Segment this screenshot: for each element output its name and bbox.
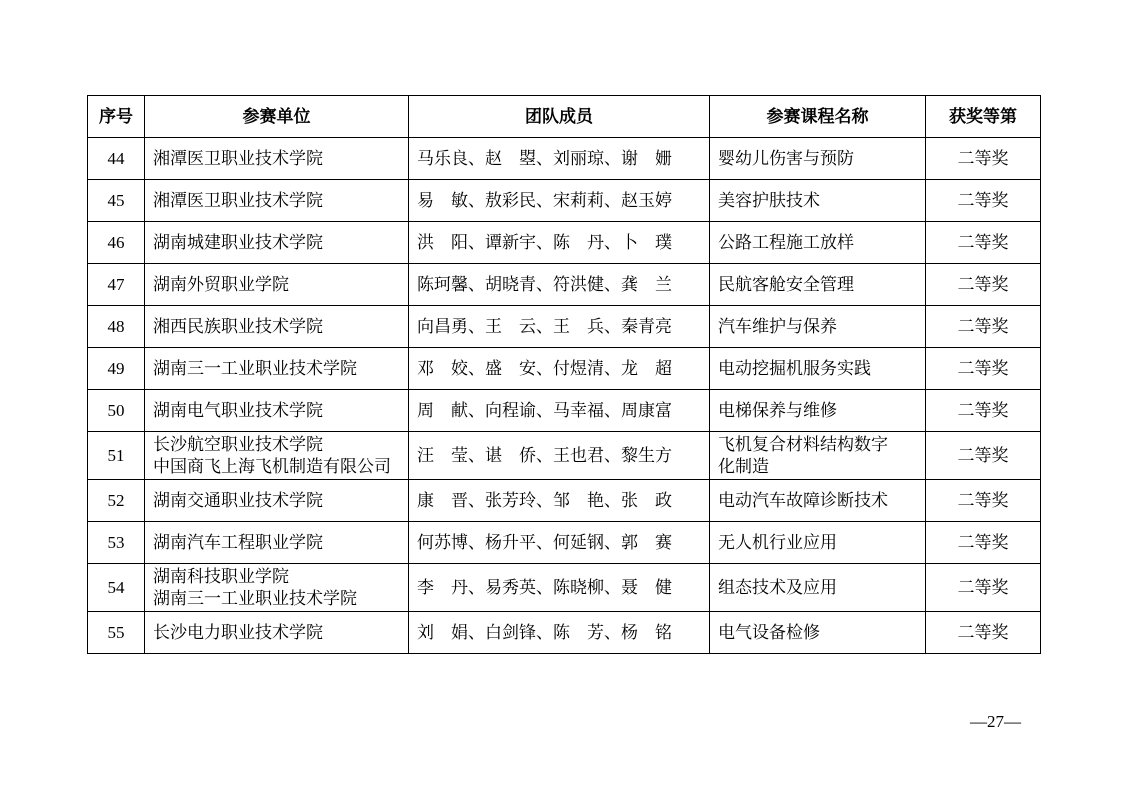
cell-team: 康 晋、张芳玲、邹 艳、张 政 [409, 480, 710, 522]
cell-unit [145, 564, 409, 612]
table-row [88, 348, 1041, 390]
cell-award: 二等奖 [926, 390, 1041, 432]
course-line: 电梯保养与维修 [718, 400, 837, 421]
cell-course [710, 348, 926, 390]
cell-course [710, 180, 926, 222]
cell-team: 刘 娟、白剑锋、陈 芳、杨 铭 [409, 612, 710, 654]
cell-course [710, 222, 926, 264]
table-row [88, 264, 1041, 306]
cell-award: 二等奖 [926, 138, 1041, 180]
table-row [88, 480, 1041, 522]
table-body [88, 138, 1041, 654]
cell-team: 马乐良、赵 曌、刘丽琼、谢 姗 [409, 138, 710, 180]
cell-serial: 45 [88, 180, 145, 222]
unit-line: 中国商飞上海飞机制造有限公司 [153, 456, 391, 477]
unit-line: 湘潭医卫职业技术学院 [153, 148, 323, 169]
cell-unit [145, 480, 409, 522]
unit-line: 湖南三一工业职业技术学院 [153, 588, 357, 609]
course-line: 电动挖掘机服务实践 [718, 358, 871, 379]
cell-team: 汪 莹、谌 侨、王也君、黎生方 [409, 432, 710, 480]
unit-line: 湖南科技职业学院 [153, 566, 289, 587]
cell-serial: 51 [88, 432, 145, 480]
cell-team: 邓 姣、盛 安、付煜清、龙 超 [409, 348, 710, 390]
unit-line: 湖南三一工业职业技术学院 [153, 358, 357, 379]
table-row [88, 432, 1041, 480]
course-line: 民航客舱安全管理 [718, 274, 854, 295]
table-row [88, 306, 1041, 348]
cell-course [710, 138, 926, 180]
table-row [88, 138, 1041, 180]
cell-course [710, 522, 926, 564]
table-row [88, 522, 1041, 564]
cell-serial: 46 [88, 222, 145, 264]
cell-course [710, 480, 926, 522]
course-line: 电动汽车故障诊断技术 [718, 490, 888, 511]
cell-unit [145, 390, 409, 432]
cell-serial: 54 [88, 564, 145, 612]
cell-team: 李 丹、易秀英、陈晓柳、聂 健 [409, 564, 710, 612]
table-row [88, 222, 1041, 264]
cell-award: 二等奖 [926, 264, 1041, 306]
cell-serial: 44 [88, 138, 145, 180]
cell-course [710, 564, 926, 612]
cell-team: 易 敏、敖彩民、宋莉莉、赵玉婷 [409, 180, 710, 222]
cell-serial: 48 [88, 306, 145, 348]
unit-line: 湖南电气职业技术学院 [153, 400, 323, 421]
cell-award: 二等奖 [926, 432, 1041, 480]
cell-award: 二等奖 [926, 564, 1041, 612]
awards-table [87, 95, 1041, 654]
cell-serial: 53 [88, 522, 145, 564]
cell-unit [145, 612, 409, 654]
header-team: 团队成员 [409, 96, 710, 138]
course-line: 组态技术及应用 [718, 577, 837, 598]
cell-award: 二等奖 [926, 348, 1041, 390]
table-row [88, 564, 1041, 612]
course-line: 飞机复合材料结构数字 [718, 434, 888, 455]
page-number: —27— [970, 712, 1021, 731]
cell-serial: 47 [88, 264, 145, 306]
cell-course [710, 264, 926, 306]
header-award: 获奖等第 [926, 96, 1041, 138]
cell-team: 周 献、向程谕、马幸福、周康富 [409, 390, 710, 432]
header-course: 参赛课程名称 [710, 96, 926, 138]
cell-award: 二等奖 [926, 222, 1041, 264]
unit-line: 湖南外贸职业学院 [153, 274, 289, 295]
unit-line: 湘西民族职业技术学院 [153, 316, 323, 337]
cell-unit [145, 222, 409, 264]
unit-line: 湖南汽车工程职业学院 [153, 532, 323, 553]
cell-serial: 49 [88, 348, 145, 390]
cell-course [710, 612, 926, 654]
unit-line: 湖南交通职业技术学院 [153, 490, 323, 511]
course-line: 婴幼儿伤害与预防 [718, 148, 854, 169]
cell-team: 陈珂馨、胡晓青、符洪健、龚 兰 [409, 264, 710, 306]
cell-unit [145, 432, 409, 480]
cell-course [710, 306, 926, 348]
header-row [88, 96, 1041, 138]
course-line: 美容护肤技术 [718, 190, 820, 211]
cell-unit [145, 180, 409, 222]
cell-award: 二等奖 [926, 306, 1041, 348]
unit-line: 长沙航空职业技术学院 [153, 434, 323, 455]
header-unit: 参赛单位 [145, 96, 409, 138]
course-line: 化制造 [718, 456, 769, 477]
cell-serial: 50 [88, 390, 145, 432]
header-serial: 序号 [88, 96, 145, 138]
cell-unit [145, 348, 409, 390]
cell-unit [145, 306, 409, 348]
table-row [88, 180, 1041, 222]
course-line: 公路工程施工放样 [718, 232, 854, 253]
unit-line: 湘潭医卫职业技术学院 [153, 190, 323, 211]
cell-unit [145, 264, 409, 306]
cell-team: 洪 阳、谭新宇、陈 丹、卜 璞 [409, 222, 710, 264]
cell-award: 二等奖 [926, 612, 1041, 654]
course-line: 电气设备检修 [718, 622, 820, 643]
cell-award: 二等奖 [926, 522, 1041, 564]
cell-team: 何苏博、杨升平、何延钢、郭 赛 [409, 522, 710, 564]
unit-line: 湖南城建职业技术学院 [153, 232, 323, 253]
cell-serial: 55 [88, 612, 145, 654]
unit-line: 长沙电力职业技术学院 [153, 622, 323, 643]
cell-course [710, 390, 926, 432]
cell-award: 二等奖 [926, 180, 1041, 222]
cell-award: 二等奖 [926, 480, 1041, 522]
cell-course [710, 432, 926, 480]
cell-unit [145, 522, 409, 564]
cell-team: 向昌勇、王 云、王 兵、秦青亮 [409, 306, 710, 348]
table-row [88, 390, 1041, 432]
table-row [88, 612, 1041, 654]
course-line: 无人机行业应用 [718, 532, 837, 553]
cell-serial: 52 [88, 480, 145, 522]
course-line: 汽车维护与保养 [718, 316, 837, 337]
cell-unit [145, 138, 409, 180]
